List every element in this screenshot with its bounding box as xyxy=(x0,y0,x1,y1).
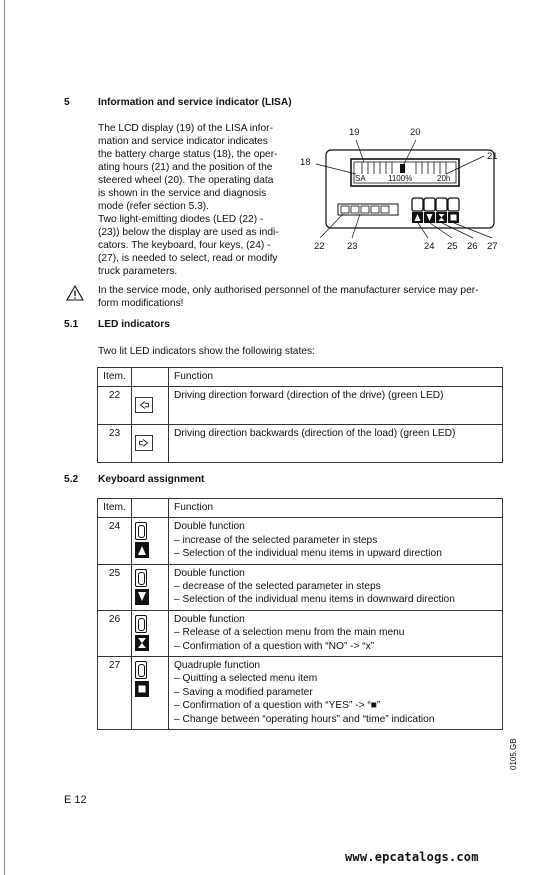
row-item: 22 xyxy=(98,387,132,425)
row-function xyxy=(169,564,503,610)
row-function: Driving direction backwards (direction of the load) (green LED) xyxy=(169,425,503,463)
key-outline-icon xyxy=(135,615,147,633)
key-outline-icon xyxy=(135,661,147,679)
paragraph-line: (23)) below the display are used as indi- xyxy=(98,227,279,238)
lisa-display-drawing xyxy=(296,126,506,256)
keyboard-assignment-table xyxy=(97,498,503,730)
paragraph-line: truck parameters. xyxy=(98,266,178,277)
row-item: 23 xyxy=(98,425,132,463)
function-line: Double function xyxy=(174,521,245,533)
lcd-hours-readout: 20h xyxy=(437,174,451,183)
header-function: Function xyxy=(169,368,503,387)
function-line: – Confirmation of a question with “NO” -> “x” xyxy=(174,640,375,652)
callout-27: 27 xyxy=(487,241,498,252)
lisa-display-figure xyxy=(296,126,506,256)
page-binding-line xyxy=(4,0,5,875)
header-icon-cell xyxy=(132,368,169,387)
lcd-battery-readout: SA xyxy=(355,174,366,183)
function-line: – increase of the selected parameter in steps xyxy=(174,534,378,546)
paragraph-line: the battery charge status (18), the oper- xyxy=(98,149,278,160)
row-function xyxy=(169,610,503,656)
paragraph-line: mation and service indicator indicates xyxy=(98,136,268,147)
function-line: – Release of a selection menu from the main menu xyxy=(174,627,405,639)
row-item: 26 xyxy=(98,610,132,656)
callout-19: 19 xyxy=(349,127,360,138)
row-icon-cell xyxy=(132,610,169,656)
callout-26: 26 xyxy=(467,241,478,252)
section-5-1-title: LED indicators xyxy=(98,319,170,330)
row-function xyxy=(169,518,503,564)
section-5-title: Information and service indicator (LISA) xyxy=(98,97,292,108)
document-code: 0105.GB xyxy=(509,738,518,770)
paragraph-line: The LCD display (19) of the LISA infor- xyxy=(98,123,273,134)
paragraph-line: ating hours (21) and the position of the xyxy=(98,162,273,173)
section-5-2-number: 5.2 xyxy=(64,474,79,485)
callout-21: 21 xyxy=(487,151,498,162)
paragraph-line: Two light-emitting diodes (LED (22) - xyxy=(98,214,264,225)
triangle-up-icon xyxy=(135,542,149,558)
row-icon-cell xyxy=(132,387,169,425)
callout-23: 23 xyxy=(347,241,358,252)
header-item: Item. xyxy=(98,499,132,518)
callout-22: 22 xyxy=(314,241,325,252)
key-outline-icon xyxy=(135,569,147,587)
section-5-1-intro: Two lit LED indicators show the following states: xyxy=(98,346,315,357)
function-line: Double function xyxy=(174,567,245,579)
arrow-right-icon xyxy=(135,435,153,451)
callout-25: 25 xyxy=(447,241,458,252)
row-item: 24 xyxy=(98,518,132,564)
function-line: Quadruple function xyxy=(174,660,261,672)
header-item: Item. xyxy=(98,368,132,387)
table-row xyxy=(98,657,503,730)
row-function: Driving direction forward (direction of the drive) (green LED) xyxy=(169,387,503,425)
function-line: – Selection of the individual menu items in upward direction xyxy=(174,548,442,560)
function-line: – Selection of the individual menu items in downward direction xyxy=(174,594,455,606)
section-5-2-title: Keyboard assignment xyxy=(98,474,205,485)
table-row xyxy=(98,564,503,610)
paragraph-line: is shown in the service and diagnosis xyxy=(98,188,267,199)
table-row xyxy=(98,518,503,564)
paragraph-line: (27), is needed to select, read or modify xyxy=(98,253,278,264)
section-5-number: 5 xyxy=(64,97,70,108)
key-outline-icon xyxy=(135,522,147,540)
paragraph-line: steered wheel (20). The operating data xyxy=(98,175,274,186)
led-indicator-table xyxy=(97,367,503,463)
function-line: – Saving a modified parameter xyxy=(174,686,313,698)
header-icon-cell xyxy=(132,499,169,518)
function-line: Double function xyxy=(174,613,245,625)
watermark-text: www.epcatalogs.com xyxy=(345,850,479,864)
row-item: 25 xyxy=(98,564,132,610)
section-5-1-number: 5.1 xyxy=(64,319,79,330)
paragraph-line: cators. The keyboard, four keys, (24) - xyxy=(98,240,271,251)
row-item: 27 xyxy=(98,657,132,730)
table-header-row xyxy=(98,368,503,387)
function-line: – Confirmation of a question with “YES” -> “■” xyxy=(174,700,381,712)
row-icon-cell xyxy=(132,657,169,730)
lcd-wheel-readout: 1100% xyxy=(388,174,413,183)
page-number: E 12 xyxy=(64,794,87,806)
warning-line: In the service mode, only authorised personnel of the manufacturer service may per- xyxy=(98,285,479,296)
function-line: – decrease of the selected parameter in steps xyxy=(174,581,381,593)
square-icon xyxy=(135,681,149,697)
warning-text xyxy=(98,284,508,310)
callout-24: 24 xyxy=(424,241,435,252)
row-icon-cell xyxy=(132,518,169,564)
callout-18: 18 xyxy=(300,157,311,168)
row-function xyxy=(169,657,503,730)
warning-icon xyxy=(66,285,84,301)
hourglass-icon xyxy=(135,635,149,651)
triangle-down-icon xyxy=(135,589,149,605)
table-header-row xyxy=(98,499,503,518)
table-row xyxy=(98,387,503,425)
table-row xyxy=(98,610,503,656)
function-line: – Quitting a selected menu item xyxy=(174,673,318,685)
row-icon-cell xyxy=(132,425,169,463)
paragraph-line: mode (refer section 5.3). xyxy=(98,201,209,212)
arrow-left-icon xyxy=(135,397,153,413)
row-icon-cell xyxy=(132,564,169,610)
table-row xyxy=(98,425,503,463)
section-5-paragraph xyxy=(98,122,294,278)
warning-line: form modifications! xyxy=(98,298,184,309)
header-function: Function xyxy=(169,499,503,518)
callout-20: 20 xyxy=(410,127,421,138)
function-line: – Change between “operating hours” and “time” indication xyxy=(174,713,435,725)
